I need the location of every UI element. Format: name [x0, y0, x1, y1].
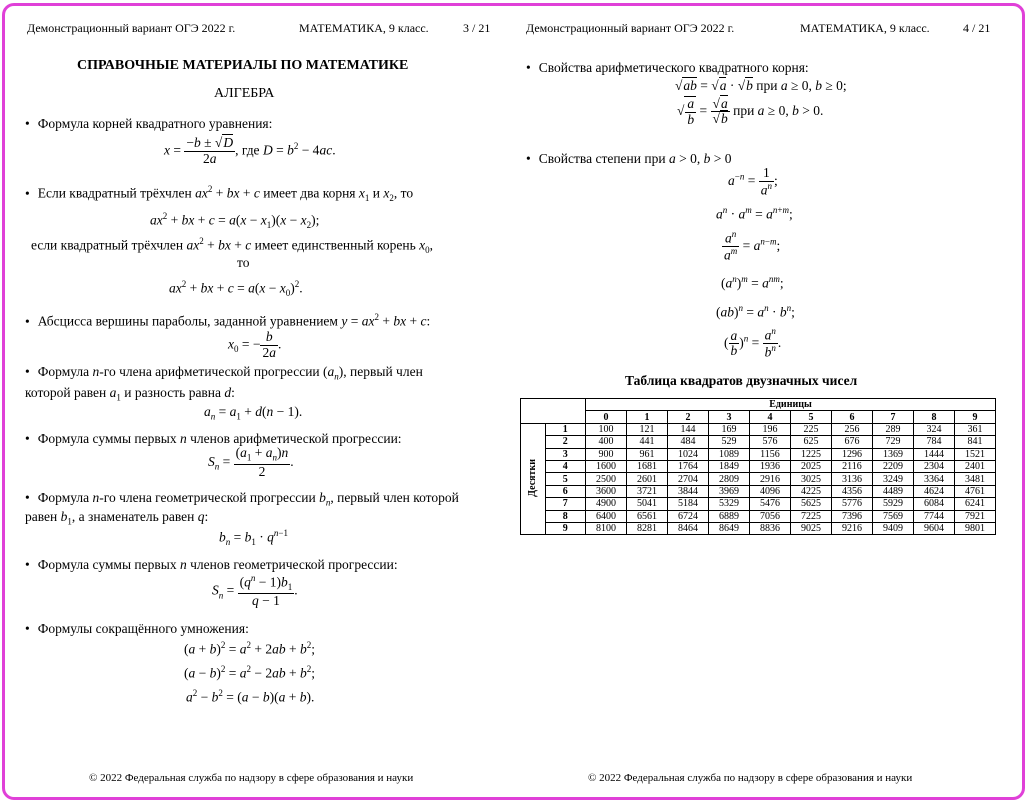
square-cell: 1296	[832, 448, 873, 460]
square-cell: 225	[791, 423, 832, 435]
unit-header: 9	[955, 411, 996, 423]
square-cell: 4624	[914, 485, 955, 497]
table-row	[521, 436, 996, 448]
square-cell: 6724	[668, 510, 709, 522]
square-cell: 4489	[873, 485, 914, 497]
left-header-subject: МАТЕМАТИКА, 9 класс.	[299, 21, 429, 35]
text-arith-first: которой равен $a_1$ и разность равна d:	[25, 385, 235, 403]
table-row	[521, 448, 996, 460]
square-cell: 8100	[586, 522, 627, 534]
square-cell: 2916	[750, 473, 791, 485]
left-footer: © 2022 Федеральная служба по надзору в сфере образования и науки	[89, 772, 414, 784]
formula-power-power: $(a^n)^m = a^{nm}$;	[721, 274, 784, 291]
square-cell: 5625	[791, 498, 832, 510]
tens-header	[521, 423, 546, 535]
square-cell: 6561	[627, 510, 668, 522]
square-cell: 784	[914, 436, 955, 448]
square-cell: 2500	[586, 473, 627, 485]
tens-label: 1	[545, 423, 586, 435]
square-cell: 1521	[955, 448, 996, 460]
square-cell: 1681	[627, 460, 668, 472]
square-cell: 9604	[914, 522, 955, 534]
square-cell: 5929	[873, 498, 914, 510]
square-cell: 9409	[873, 522, 914, 534]
formula-arith-nth: $a_n = a_1 + d(n - 1)$.	[204, 404, 303, 422]
unit-header: 0	[586, 411, 627, 423]
square-cell: 9025	[791, 522, 832, 534]
square-cell: 2704	[668, 473, 709, 485]
square-cell: 6241	[955, 498, 996, 510]
table-row	[521, 473, 996, 485]
square-cell: 1225	[791, 448, 832, 460]
tens-label: 8	[545, 510, 586, 522]
page-title: СПРАВОЧНЫЕ МАТЕРИАЛЫ ПО МАТЕМАТИКЕ	[77, 58, 409, 73]
square-cell: 169	[709, 423, 750, 435]
tens-label: 4	[545, 460, 586, 472]
bullet-power-props: • Свойства степени при a > 0, b > 0	[526, 151, 731, 167]
square-cell: 1600	[586, 460, 627, 472]
formula-power-quotient: $\frac{a^n}{a^m}$ = $a^{n-m}$;	[724, 229, 781, 263]
square-cell: 8649	[709, 522, 750, 534]
units-header: Единицы	[586, 399, 996, 411]
square-cell: 2209	[873, 460, 914, 472]
formula-square-sum: $(a + b)^2 = a^2 + 2ab + b^2$;	[184, 640, 316, 657]
square-cell: 2304	[914, 460, 955, 472]
tens-label: 3	[545, 448, 586, 460]
formula-square-diff: $(a - b)^2 = a^2 - 2ab + b^2$;	[184, 664, 316, 681]
square-cell: 361	[955, 423, 996, 435]
square-cell: 3969	[709, 485, 750, 497]
formula-power-product: $a^n \cdot a^m = a^{n+m}$;	[716, 205, 793, 222]
right-footer: © 2022 Федеральная служба по надзору в сфере образования и науки	[588, 772, 913, 784]
table-row	[521, 423, 996, 435]
formula-factor-one: $ax^2$ + bx + $c = a(x - x_0)^2$.	[169, 279, 303, 299]
formula-diff-squares: $a^2 - b^2 = (a - b)(a + b)$.	[186, 688, 315, 705]
square-cell: 576	[750, 436, 791, 448]
square-cell: 9801	[955, 522, 996, 534]
section-title: АЛГЕБРА	[214, 86, 275, 101]
square-cell: 900	[586, 448, 627, 460]
square-cell: 4096	[750, 485, 791, 497]
square-cell: 3249	[873, 473, 914, 485]
square-cell: 441	[627, 436, 668, 448]
unit-header: 1	[627, 411, 668, 423]
square-cell: 324	[914, 423, 955, 435]
square-cell: 400	[586, 436, 627, 448]
formula-neg-power: $a^{-n}$ = $\frac{1}{a^n}$ ;	[728, 165, 778, 198]
square-cell: 841	[955, 436, 996, 448]
table-row	[521, 510, 996, 522]
square-cell: 7056	[750, 510, 791, 522]
square-cell: 484	[668, 436, 709, 448]
table-row	[521, 522, 996, 534]
square-cell: 3136	[832, 473, 873, 485]
formula-quotient-power: ( $\frac{a}{b}$ )$^n$ = $\frac{a^n}{b^n}$ .	[724, 326, 782, 360]
text-single-root: если квадратный трёхчлен $ax^2$ + bx + c имеет единственный корень $x_0$,	[31, 236, 434, 256]
square-cell: 5184	[668, 498, 709, 510]
formula-factor-two: $ax^2$ + bx + $c = a(x - x_1)(x - x_2)$;	[150, 211, 320, 231]
square-cell: 7744	[914, 510, 955, 522]
square-cell: 2401	[955, 460, 996, 472]
unit-header: 4	[750, 411, 791, 423]
unit-header: 3	[709, 411, 750, 423]
square-cell: 196	[750, 423, 791, 435]
square-cell: 3844	[668, 485, 709, 497]
formula-geom-sum: $S_n$ = $\frac{(q^n - 1)b_1}{q - 1}$ .	[212, 573, 298, 609]
bullet-two-roots: • Если квадратный трёхчлен $ax^2$ + bx + c имеет два корня $x_1$ и $x_2$, то	[25, 184, 413, 203]
square-cell: 9216	[832, 522, 873, 534]
square-cell: 100	[586, 423, 627, 435]
table-row	[521, 460, 996, 472]
bullet-quadratic-roots: • Формула корней квадратного уравнения:	[25, 116, 272, 132]
square-cell: 5329	[709, 498, 750, 510]
formula-quadratic-roots: x = $\frac{-b \pm √D}{2a}$ , где $D = b^2 - 4ac$.	[164, 135, 336, 166]
unit-header: 6	[832, 411, 873, 423]
unit-header: 2	[668, 411, 709, 423]
left-header-title: Демонстрационный вариант ОГЭ 2022 г.	[27, 21, 236, 35]
formula-geom-nth: $b_n = b_1 \cdot q^{n-1}$	[219, 528, 288, 548]
square-cell: 6889	[709, 510, 750, 522]
formula-arith-sum: $S_n$ = $\frac{(a_1 + a_n)n}{2}$ .	[208, 445, 294, 479]
square-cell: 3364	[914, 473, 955, 485]
squares-table	[520, 398, 996, 535]
bullet-geom-sum: • Формула суммы первых n членов геометрической прогрессии:	[25, 557, 398, 573]
square-cell: 144	[668, 423, 709, 435]
square-cell: 2601	[627, 473, 668, 485]
unit-header: 7	[873, 411, 914, 423]
square-cell: 3481	[955, 473, 996, 485]
right-header-page: 4 / 21	[963, 21, 991, 35]
square-cell: 7396	[832, 510, 873, 522]
square-cell: 5776	[832, 498, 873, 510]
table-corner	[521, 399, 546, 411]
square-cell: 6400	[586, 510, 627, 522]
square-cell: 676	[832, 436, 873, 448]
square-cell: 5476	[750, 498, 791, 510]
square-cell: 121	[627, 423, 668, 435]
square-cell: 8836	[750, 522, 791, 534]
unit-header: 8	[914, 411, 955, 423]
square-cell: 3025	[791, 473, 832, 485]
bullet-sqrt-props: • Свойства арифметического квадратного корня:	[526, 60, 809, 76]
square-cell: 961	[627, 448, 668, 460]
tens-header-label: Десятки	[527, 458, 539, 497]
square-cell: 256	[832, 423, 873, 435]
square-cell: 7569	[873, 510, 914, 522]
square-cell: 1444	[914, 448, 955, 460]
tens-label: 6	[545, 485, 586, 497]
square-cell: 2025	[791, 460, 832, 472]
square-cell: 3721	[627, 485, 668, 497]
square-cell: 7921	[955, 510, 996, 522]
square-cell: 1936	[750, 460, 791, 472]
square-cell: 3600	[586, 485, 627, 497]
table-row	[521, 485, 996, 497]
tens-label: 9	[545, 522, 586, 534]
bullet-arith-sum: • Формула суммы первых n членов арифметической прогрессии:	[25, 431, 402, 447]
tens-label: 5	[545, 473, 586, 485]
formula-sqrt-product: √ab = √a · √b при a ≥ 0, b ≥ 0;	[675, 78, 847, 93]
square-cell: 1764	[668, 460, 709, 472]
square-cell: 1369	[873, 448, 914, 460]
table-title: Таблица квадратов двузначных чисел	[625, 373, 858, 388]
tens-label: 7	[545, 498, 586, 510]
square-cell: 529	[709, 436, 750, 448]
square-cell: 1849	[709, 460, 750, 472]
square-cell: 729	[873, 436, 914, 448]
square-cell: 4356	[832, 485, 873, 497]
square-cell: 7225	[791, 510, 832, 522]
square-cell: 5041	[627, 498, 668, 510]
bullet-arith-nth: • Формула n-го члена арифметической прогрессии $(a_n)$, первый член	[25, 364, 423, 382]
right-header-title: Демонстрационный вариант ОГЭ 2022 г.	[526, 21, 735, 35]
bullet-vertex: • Абсцисса вершины параболы, заданной уравнением $y = ax^2$ + bx + c:	[25, 312, 430, 330]
table-row	[521, 498, 996, 510]
formula-sqrt-quotient: √ $\frac{a}{b}$ = $\frac{√a}{√b}$ при a ≥ 0, b > 0.	[677, 95, 824, 127]
square-cell: 2809	[709, 473, 750, 485]
square-cell: 1156	[750, 448, 791, 460]
tens-label: 2	[545, 436, 586, 448]
square-cell: 4900	[586, 498, 627, 510]
square-cell: 289	[873, 423, 914, 435]
unit-header: 5	[791, 411, 832, 423]
square-cell: 6084	[914, 498, 955, 510]
square-cell: 4225	[791, 485, 832, 497]
square-cell: 1024	[668, 448, 709, 460]
square-cell: 1089	[709, 448, 750, 460]
right-header-subject: МАТЕМАТИКА, 9 класс.	[800, 21, 930, 35]
square-cell: 2116	[832, 460, 873, 472]
square-cell: 8281	[627, 522, 668, 534]
bullet-geom-nth: • Формула n-го члена геометрической прогрессии $b_n$, первый член которой	[25, 490, 459, 508]
text-geom-first: равен $b_1$, а знаменатель равен q:	[25, 509, 209, 527]
formula-product-power: $(ab)^n = a^n \cdot b^n$;	[716, 303, 795, 320]
left-header-page: 3 / 21	[463, 21, 491, 35]
square-cell: 4761	[955, 485, 996, 497]
bullet-short-mult: • Формулы сокращённого умножения:	[25, 621, 249, 637]
square-cell: 625	[791, 436, 832, 448]
formula-vertex: $x_0$ = − $\frac{b}{2a}$ .	[228, 329, 282, 360]
square-cell: 8464	[668, 522, 709, 534]
text-then: то	[237, 255, 250, 270]
